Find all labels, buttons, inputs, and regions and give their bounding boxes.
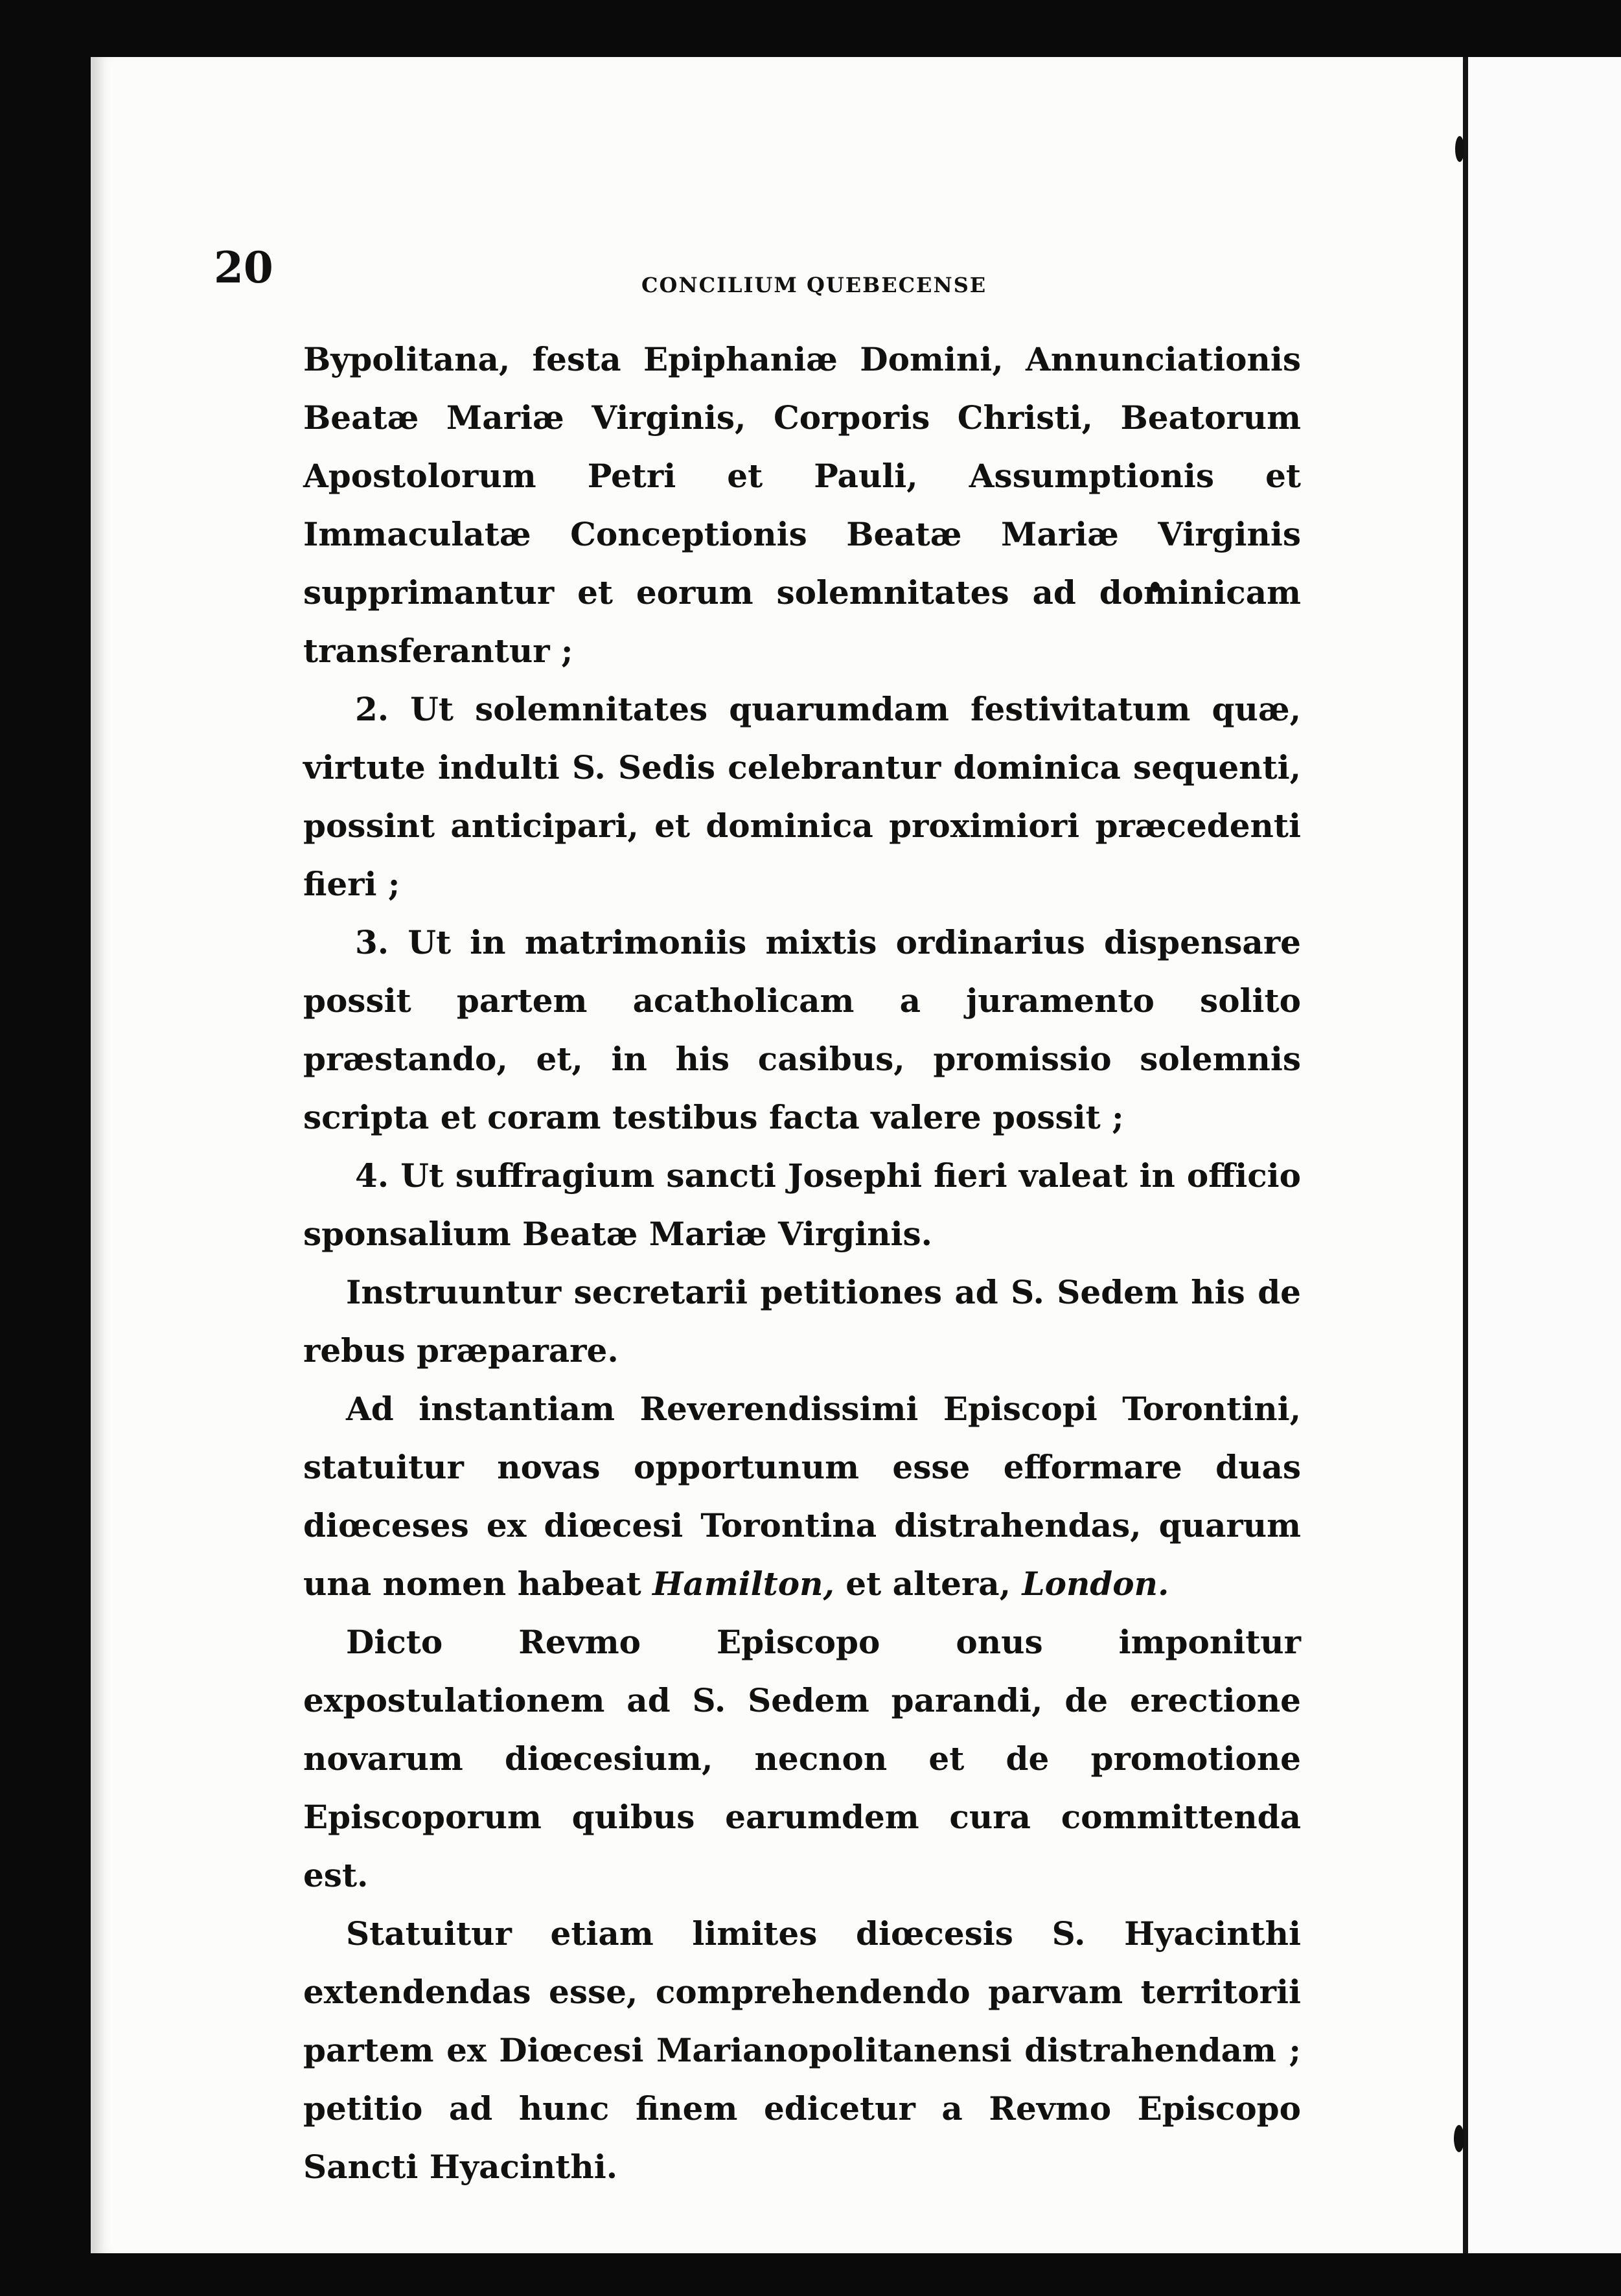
paragraph-4: 4. Ut suffragium sancti Josephi fieri valeat in officio sponsalium Beatæ Mariæ Virginis. [303, 1156, 1301, 1253]
paragraph-6 [303, 1380, 1301, 1613]
paragraph-7: Dicto Revmo Episcopo onus imponitur expostulationem ad S. Sedem parandi, de erectione novarum diœcesium, necnon et de promotione Episcoporum quibus earumdem cura committenda est. [303, 1623, 1301, 1894]
running-title: CONCILIUM QUEBECENSE [641, 273, 987, 297]
paragraph-5: Instruuntur secretarii petitiones ad S. Sedem his de rebus præparare. [303, 1273, 1301, 1370]
binding-mark-bottom [1454, 2125, 1464, 2152]
page-header [214, 242, 1309, 304]
binding-mark-top [1455, 136, 1464, 162]
paragraph-6-text-middle: et altera, [834, 1565, 1022, 1603]
body-text [303, 330, 1301, 2196]
page-edge-gap [1463, 57, 1468, 2253]
paragraph-6-text-before: Ad instantiam Reverendissimi Episcopi Torontini, statuitur novas opportunum esse efformare duas diœceses ex diœcesi Torontina distrahendas, quarum una nomen habeat [303, 1390, 1301, 1603]
paragraph-1: Bypolitana, festa Epiphaniæ Domini, Annunciationis Beatæ Mariæ Virginis, Corporis Christi, Beatorum Apostolorum Petri et Pauli, Assumptionis et Immaculatæ Conceptionis Beatæ Mariæ Virginis supprimantur et eorum solemnitates ad dominicam transferantur ; [303, 340, 1301, 670]
paragraph-6-italic-london: London. [1022, 1565, 1169, 1603]
paragraph-3: 3. Ut in matrimoniis mixtis ordinarius dispensare possit partem acatholicam a juramento solito præstando, et, in his casibus, promissio solemnis scripta et coram testibus facta valere possit ; [303, 923, 1301, 1136]
page-number: 20 [214, 242, 273, 293]
paragraph-2: 2. Ut solemnitates quarumdam festivitatum quæ, virtute indulti S. Sedis celebrantur dominica sequenti, possint anticipari, et dominica proximiori præcedenti fieri ; [303, 690, 1301, 903]
paragraph-8: Statuitur etiam limites diœcesis S. Hyacinthi extendendas esse, comprehendendo parvam territorii partem ex Diœcesi Marianopolitanensi distrahendam ; petitio ad hunc finem edicetur a Revmo Episcopo Sancti Hyacinthi. [303, 1914, 1301, 2186]
next-page-strip [1468, 57, 1621, 2253]
paragraph-6-italic-hamilton: Hamilton, [652, 1565, 834, 1603]
